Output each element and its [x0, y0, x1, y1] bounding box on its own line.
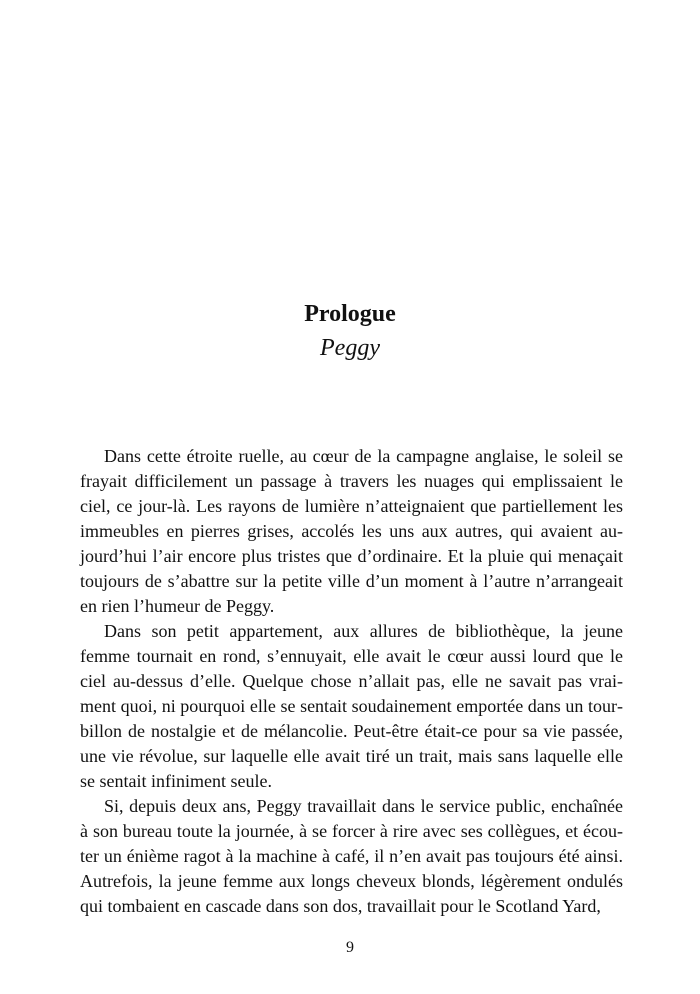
chapter-heading [0, 298, 700, 364]
chapter-title: Prologue [304, 301, 396, 327]
body-text [80, 444, 623, 919]
chapter-subtitle: Peggy [320, 335, 380, 361]
page-number: 9 [346, 939, 354, 956]
paragraph-2: Dans son petit appartement, aux allures de bibliothèque, la jeune femme tournait en rond, s’ennuyait, elle avait le cœur aussi lourd que le ciel au-dessus d’elle. Quelque chose n’allait pas, elle ne savait pas vraiment quoi, ni pourquoi elle se sentait soudainement emportée dans un tourbillon de nostalgie et de mélancolie. Peut-être était-ce pour sa vie passée, une vie révolue, sur laquelle elle avait tiré un trait, mais sans laquelle elle se sentait infiniment seule. [80, 621, 623, 791]
paragraph-3: Si, depuis deux ans, Peggy travaillait dans le service public, enchaînée à son bureau toute la journée, à se forcer à rire avec ses collègues, et écouter un énième ragot à la machine à café, il n’en avait pas toujours été ainsi. Autrefois, la jeune femme aux longs cheveux blonds, légèrement ondulés qui tombaient en cascade dans son dos, travaillait pour le Scotland Yard, [80, 796, 623, 916]
paragraph-1: Dans cette étroite ruelle, au cœur de la campagne anglaise, le soleil se frayait difficilement un passage à travers les nuages qui emplissaient le ciel, ce jour-là. Les rayons de lumière n’atteignaient que partiellement les immeubles en pierres grises, accolés les uns aux autres, qui avaient aujourd’hui l’air encore plus tristes que d’ordinaire. Et la pluie qui menaçait toujours de s’abattre sur la petite ville d’un moment à l’autre n’arrangeait en rien l’humeur de Peggy. [80, 446, 623, 616]
